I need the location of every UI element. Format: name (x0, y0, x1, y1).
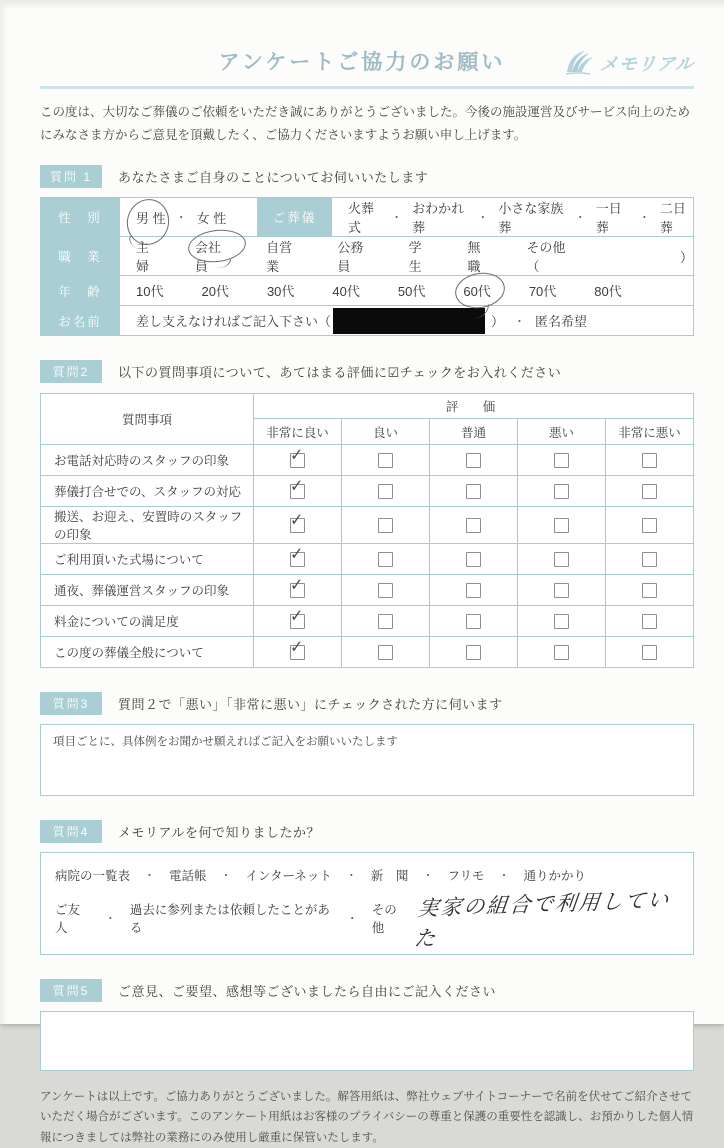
checkbox-empty[interactable] (554, 614, 569, 629)
option-hospital-list[interactable]: 病院の一覧表 (55, 869, 131, 884)
option-separator: ・ (422, 870, 434, 883)
name-label: お名前 (41, 306, 120, 336)
table-row-occupation (41, 237, 694, 276)
question4-heading: メモリアルを何で知りましたか？ (118, 825, 320, 841)
option-separator: ・ (104, 913, 116, 926)
question2-badge: 質問2 (40, 360, 102, 383)
check-mark: ✓ (290, 476, 304, 496)
rating-verybad: 非常に悪い (606, 419, 694, 445)
option-phonebook[interactable]: 電話帳 (169, 869, 207, 884)
option-newspaper[interactable]: 新 聞 (370, 869, 409, 884)
option-owakare[interactable]: おわかれ葬 (412, 201, 465, 236)
option-separator: ・ (514, 315, 526, 328)
check-mark: ✓ (290, 544, 304, 564)
footer-privacy-note: アンケートは以上です。ご協力ありがとうございました。解答用紙は、弊社ウェブサイトコーナーで名前を伏せてご紹介させていただく場合がございます。このアンケート用紙はお客様のプライバシーの尊重と保護の重要性を認識し、お預かりした個人情報につきましては弊社の業務にのみ使用し厳重に保管いたします。 (40, 1091, 694, 1144)
option-other[interactable]: その他 (371, 903, 397, 936)
question1-badge: 質問 1 (40, 165, 102, 188)
option-civil-servant[interactable]: 公務員 (337, 240, 364, 275)
option-internet[interactable]: インターネット (245, 869, 332, 884)
checkbox-empty[interactable] (378, 453, 393, 468)
option-friend[interactable]: ご友人 (55, 903, 81, 936)
checkbox-empty[interactable] (466, 614, 481, 629)
col-header-rating: 評 価 (254, 394, 694, 419)
question3-box-note: 項目ごとに、具体例をお聞かせ願えればご記入をお願いいたします (53, 736, 398, 749)
option-separator: ・ (345, 870, 357, 883)
redacted-name-box (333, 308, 485, 334)
option-separator: ・ (144, 870, 156, 883)
checkbox-empty[interactable] (642, 645, 657, 660)
rating-row-phone (41, 445, 694, 476)
row-label: ご利用頂いた式場について (41, 544, 254, 575)
leaf-swoosh-icon (561, 50, 595, 76)
rating-bad: 悪い (518, 419, 606, 445)
name-close-paren: ） (491, 314, 505, 330)
row-label: お電話対応時のスタッフの印象 (41, 445, 254, 476)
option-self-employed[interactable]: 自営業 (266, 240, 293, 275)
option-furimo[interactable]: フリモ (447, 869, 485, 884)
checkbox-empty[interactable] (466, 583, 481, 598)
option-housewife[interactable]: 主婦 (136, 240, 150, 275)
question5-answer-box[interactable] (40, 1011, 694, 1071)
question1-heading: あなたさまご自身のことについてお伺いいたします (118, 170, 429, 186)
rating-row-price (41, 606, 694, 637)
option-past-attendance[interactable]: 過去に参列または依頼したことがある (129, 903, 330, 936)
option-futsukasou[interactable]: 二日葬 (659, 201, 686, 236)
option-separator: ・ (574, 212, 586, 225)
question4-options-line2 (55, 888, 679, 951)
question4-badge: 質問4 (40, 820, 102, 843)
option-ichinichisou[interactable]: 一日葬 (595, 201, 622, 236)
option-company-employee[interactable]: 会社員 (195, 237, 232, 275)
checkbox-empty[interactable] (378, 484, 393, 499)
option-unemployed[interactable]: 無職 (467, 240, 481, 275)
occupation-label: 職 業 (41, 237, 120, 276)
checkbox-empty[interactable] (554, 518, 569, 533)
table-row-sex (41, 198, 694, 237)
option-anonymous[interactable]: 匿名希望 (535, 314, 588, 330)
logo-wordmark: メモリアル (598, 54, 695, 74)
checkbox-checked[interactable] (290, 510, 305, 533)
option-age-80s[interactable]: 80代 (594, 284, 622, 300)
question4-options-line1 (55, 862, 679, 888)
question5-badge: 質問5 (40, 979, 102, 1002)
option-female[interactable]: 女 性 (196, 210, 227, 226)
table-row-age (41, 276, 694, 306)
rating-row-wake (41, 575, 694, 606)
option-separator: ・ (346, 913, 358, 926)
checkbox-empty[interactable] (466, 453, 481, 468)
row-label: 料金についての満足度 (41, 606, 254, 637)
rating-good: 良い (342, 419, 430, 445)
age-options-cell (120, 276, 694, 306)
sex-options-cell (120, 198, 258, 237)
checkbox-checked[interactable] (290, 637, 305, 660)
option-male[interactable]: 男 性 (136, 208, 166, 227)
rating-verygood: 非常に良い (254, 419, 342, 445)
checkbox-empty[interactable] (378, 645, 393, 660)
checkbox-empty[interactable] (642, 614, 657, 629)
row-label: 通夜、葬儀運営スタッフの印象 (41, 575, 254, 606)
option-kazokusou[interactable]: 小さな家族葬 (498, 201, 564, 236)
question2-header (40, 360, 694, 383)
sex-label: 性 別 (41, 198, 120, 237)
checkbox-empty[interactable] (554, 453, 569, 468)
row-label: この度の葬儀全般について (41, 637, 254, 668)
funeral-type-label: ご葬儀 (258, 198, 332, 237)
question3-heading: 質問２で「悪い」「非常に悪い」にチェックされた方に伺います (118, 697, 503, 713)
handwritten-answer: 実家の組合で利用していた (412, 888, 672, 951)
question4-header (40, 820, 694, 843)
check-mark: ✓ (290, 637, 304, 657)
question3-header (40, 692, 694, 715)
option-student[interactable]: 学生 (408, 240, 422, 275)
funeral-options-cell (332, 198, 694, 237)
checkbox-empty[interactable] (642, 453, 657, 468)
col-header-item: 質問事項 (41, 394, 254, 445)
check-mark: ✓ (290, 606, 304, 626)
checkbox-empty[interactable] (554, 645, 569, 660)
row-label: 搬送、お迎え、安置時のスタッフの印象 (41, 507, 254, 544)
option-age-50s[interactable]: 50代 (397, 284, 426, 300)
check-mark: ✓ (290, 510, 304, 530)
checkbox-empty[interactable] (466, 552, 481, 567)
profile-table (40, 197, 694, 336)
option-separator: ・ (391, 212, 403, 225)
rating-header-row (41, 394, 694, 419)
checkbox-empty[interactable] (642, 552, 657, 567)
company-logo (534, 50, 694, 76)
checkbox-empty[interactable] (378, 583, 393, 598)
occupation-options-cell (120, 237, 694, 276)
age-label: 年 齢 (41, 276, 120, 306)
checkbox-checked[interactable] (290, 606, 305, 629)
checkbox-checked[interactable] (290, 445, 305, 468)
option-age-30s[interactable]: 30代 (266, 284, 295, 300)
option-separator: ・ (498, 870, 510, 883)
checkbox-empty[interactable] (378, 518, 393, 533)
option-age-70s[interactable]: 70代 (528, 284, 557, 300)
option-other-close: ） (680, 249, 694, 265)
check-mark: ✓ (290, 445, 304, 465)
question5-header (40, 979, 694, 1002)
rating-row-venue (41, 544, 694, 575)
check-mark: ✓ (290, 575, 304, 595)
question3-badge: 質問3 (40, 692, 102, 715)
checkbox-empty[interactable] (554, 484, 569, 499)
checkbox-empty[interactable] (554, 552, 569, 567)
checkbox-empty[interactable] (466, 518, 481, 533)
question3-answer-box[interactable] (40, 724, 694, 796)
rating-table (40, 393, 694, 668)
checkbox-checked[interactable] (290, 544, 305, 567)
table-row-name (41, 306, 694, 336)
option-separator: ・ (175, 212, 187, 225)
option-kasoushiki[interactable]: 火葬式 (348, 201, 375, 236)
question4-options-box (40, 852, 694, 955)
rating-row-overall (41, 637, 694, 668)
question5-heading: ご意見、ご要望、感想等ございましたら自由にご記入ください (118, 984, 497, 1000)
option-separator: ・ (638, 212, 650, 225)
checkbox-empty[interactable] (466, 484, 481, 499)
option-age-10s[interactable]: 10代 (136, 284, 164, 300)
page-title: アンケートご協力のお願い (218, 51, 506, 74)
checkbox-empty[interactable] (554, 583, 569, 598)
intro-paragraph: この度は、大切なご葬儀のご依頼をいただき誠にありがとうございました。今後の施設運営及びサービス向上のためにみなさま方からご意見を頂戴したく、ご協力くださいますようお願い申し上げます。 (40, 105, 691, 143)
rating-normal: 普通 (430, 419, 518, 445)
option-other-open[interactable]: その他（ (526, 240, 566, 275)
checkbox-empty[interactable] (378, 614, 393, 629)
checkbox-empty[interactable] (466, 645, 481, 660)
option-age-60s[interactable]: 60代 (463, 281, 490, 300)
option-separator: ・ (477, 212, 489, 225)
page-header (40, 46, 694, 89)
checkbox-empty[interactable] (642, 518, 657, 533)
name-entry-cell (120, 306, 694, 336)
question2-heading: 以下の質問事項について、あてはまる評価に☑チェックをお入れください (118, 365, 562, 381)
checkbox-empty[interactable] (642, 484, 657, 499)
option-age-20s[interactable]: 20代 (201, 284, 229, 300)
option-passing-by[interactable]: 通りかかり (523, 869, 586, 884)
option-age-40s[interactable]: 40代 (332, 284, 360, 300)
rating-row-transport (41, 507, 694, 544)
checkbox-empty[interactable] (378, 552, 393, 567)
name-prompt: 差し支えなければご記入下さい（ (136, 314, 332, 330)
option-separator: ・ (220, 870, 232, 883)
checkbox-checked[interactable] (290, 575, 305, 598)
checkbox-checked[interactable] (290, 476, 305, 499)
question1-header (40, 165, 694, 188)
checkbox-empty[interactable] (642, 583, 657, 598)
row-label: 葬儀打合せでの、スタッフの対応 (41, 476, 254, 507)
rating-row-meeting (41, 476, 694, 507)
